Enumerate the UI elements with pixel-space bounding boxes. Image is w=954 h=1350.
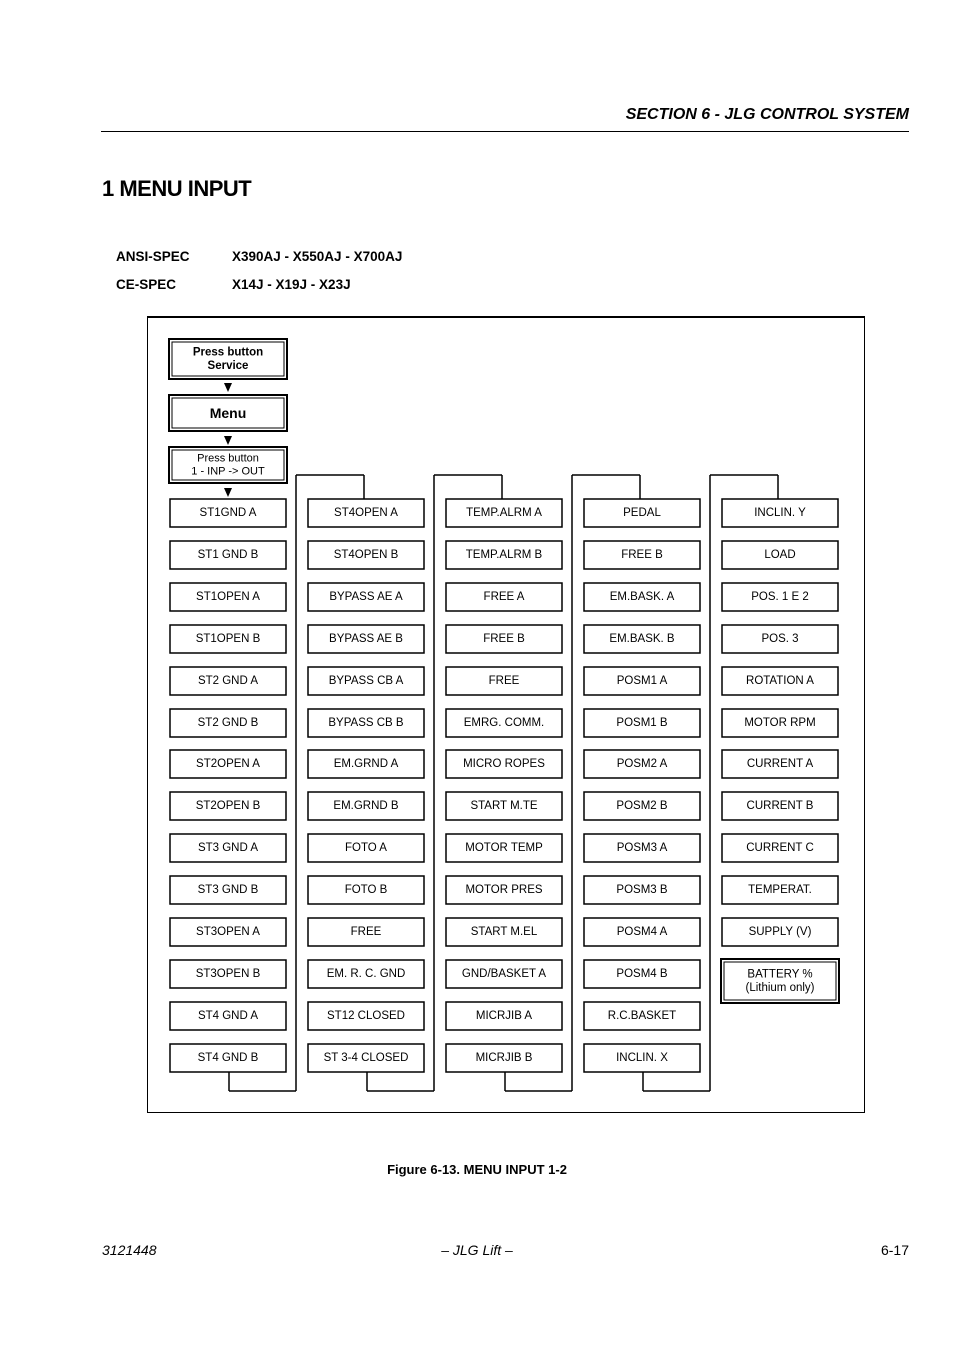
- menu-item-label: BYPASS AE B: [329, 633, 403, 645]
- spec-models-ansi: X390AJ - X550AJ - X700AJ: [232, 249, 403, 264]
- menu-item-label: FREE A: [483, 591, 525, 603]
- menu-item-label: BYPASS CB B: [328, 717, 404, 729]
- menu-item-label: POS. 1 E 2: [751, 591, 809, 603]
- menu-item-label: INCLIN. Y: [754, 507, 806, 519]
- menu-item-label: TEMP.ALRM B: [465, 549, 543, 561]
- menu-item-label: LOAD: [764, 549, 796, 561]
- menu-item-label: EM.GRND B: [333, 800, 399, 812]
- footer-brand: – JLG Lift –: [441, 1242, 513, 1258]
- menu-item-label: ST2 GND B: [197, 717, 259, 729]
- menu-item-label: POSM1 B: [616, 717, 668, 729]
- page-title: 1 MENU INPUT: [102, 176, 252, 201]
- spec-label-ansi: ANSI-SPEC: [116, 249, 190, 264]
- menu-item-label: ST4 GND B: [197, 1052, 259, 1064]
- menu-item-label: POS. 3: [761, 633, 799, 645]
- menu-item-label: EM. R. C. GND: [326, 968, 406, 980]
- menu-item-label: BATTERY %: [747, 968, 813, 981]
- menu-item-label: FREE: [488, 675, 520, 687]
- menu-item-label: POSM2 A: [616, 758, 668, 770]
- menu-item-label: ROTATION A: [746, 675, 814, 687]
- flow-arrow-icon: [224, 383, 232, 392]
- menu-item-label: POSM2 B: [616, 800, 668, 812]
- menu-item-label: FOTO A: [345, 842, 387, 854]
- menu-item-label: MOTOR PRES: [465, 884, 543, 896]
- menu-item-label: START M.TE: [470, 800, 538, 812]
- menu-input-diagram: [147, 316, 865, 1113]
- menu-item-label: ST2 GND A: [197, 675, 259, 687]
- menu-item-label: POSM1 A: [616, 675, 668, 687]
- figure-caption: Figure 6-13. MENU INPUT 1-2: [387, 1162, 567, 1177]
- spec-models-ce: X14J - X19J - X23J: [232, 277, 351, 292]
- menu-item-label: MICRJIB B: [475, 1052, 533, 1064]
- menu-item-label: BYPASS AE A: [329, 591, 403, 603]
- menu-item-label: CURRENT C: [746, 842, 814, 854]
- menu-item-label: ST1GND A: [199, 507, 257, 519]
- menu-item-label: EM.BASK. B: [609, 633, 675, 645]
- menu-item-label: ST4OPEN B: [333, 549, 399, 561]
- menu-item-label: POSM4 A: [616, 926, 668, 938]
- service-button-label: Press button: [192, 346, 264, 359]
- flow-arrow-icon: [224, 436, 232, 445]
- menu-item-label: INCLIN. X: [616, 1052, 668, 1064]
- menu-label: Menu: [209, 405, 247, 421]
- menu-item-label: R.C.BASKET: [607, 1010, 677, 1022]
- footer-page-number: 6-17: [880, 1242, 909, 1258]
- menu-item-label: ST3 GND A: [197, 842, 259, 854]
- spec-label-ce: CE-SPEC: [116, 277, 177, 292]
- menu-item-label: EM.GRND A: [333, 758, 399, 770]
- header-rule: [101, 131, 909, 132]
- menu-item-label: EMRG. COMM.: [463, 717, 545, 729]
- menu-item-label: ST2OPEN B: [195, 800, 261, 812]
- menu-item-label: ST1OPEN A: [196, 591, 260, 603]
- footer-doc-number: 3121448: [102, 1242, 157, 1258]
- menu-item-label: FREE: [350, 926, 382, 938]
- menu-item-label: ST 3-4 CLOSED: [323, 1052, 409, 1064]
- menu-item-label: CURRENT B: [746, 800, 814, 812]
- menu-item-label: POSM3 B: [616, 884, 668, 896]
- menu-item-label: PEDAL: [623, 507, 661, 519]
- service-button-label: Service: [207, 359, 249, 372]
- flow-arrow-icon: [224, 488, 232, 497]
- menu-item-label: ST12 CLOSED: [327, 1010, 405, 1022]
- inp-out-label: 1 - INP -> OUT: [191, 465, 265, 478]
- menu-item-label: MOTOR RPM: [744, 717, 816, 729]
- menu-item-label: TEMP.ALRM A: [466, 507, 542, 519]
- menu-item-label: FREE B: [621, 549, 663, 561]
- menu-item-label: FREE B: [483, 633, 525, 645]
- inp-out-label: Press button: [197, 452, 259, 465]
- menu-item-label: POSM4 B: [616, 968, 668, 980]
- menu-item-label: FOTO B: [344, 884, 388, 896]
- menu-item-label: ST4OPEN A: [334, 507, 398, 519]
- menu-item-label: ST3 GND B: [197, 884, 259, 896]
- menu-item-label: EM.BASK. A: [609, 591, 675, 603]
- menu-item-label: MICRJIB A: [475, 1010, 533, 1022]
- menu-item-label: ST2OPEN A: [196, 758, 260, 770]
- menu-flow-chart: [148, 318, 864, 1113]
- menu-item-label: MOTOR TEMP: [465, 842, 543, 854]
- menu-item-label: TEMPERAT.: [748, 884, 812, 896]
- menu-item-label: SUPPLY (V): [748, 926, 812, 938]
- menu-item-label: MICRO ROPES: [463, 758, 545, 770]
- menu-item-label: ST4 GND A: [197, 1010, 259, 1022]
- menu-item-label: ST1 GND B: [197, 549, 259, 561]
- menu-item-label: GND/BASKET A: [461, 968, 547, 980]
- menu-item-label: ST1OPEN B: [195, 633, 261, 645]
- menu-item-label: START M.EL: [470, 926, 538, 938]
- menu-item-label: (Lithium only): [745, 981, 815, 994]
- menu-item-label: ST3OPEN B: [195, 968, 261, 980]
- section-header: SECTION 6 - JLG CONTROL SYSTEM: [625, 106, 909, 123]
- menu-item-label: POSM3 A: [616, 842, 668, 854]
- menu-item-label: ST3OPEN A: [196, 926, 260, 938]
- menu-item-label: BYPASS CB A: [328, 675, 404, 687]
- menu-item-label: CURRENT A: [746, 758, 814, 770]
